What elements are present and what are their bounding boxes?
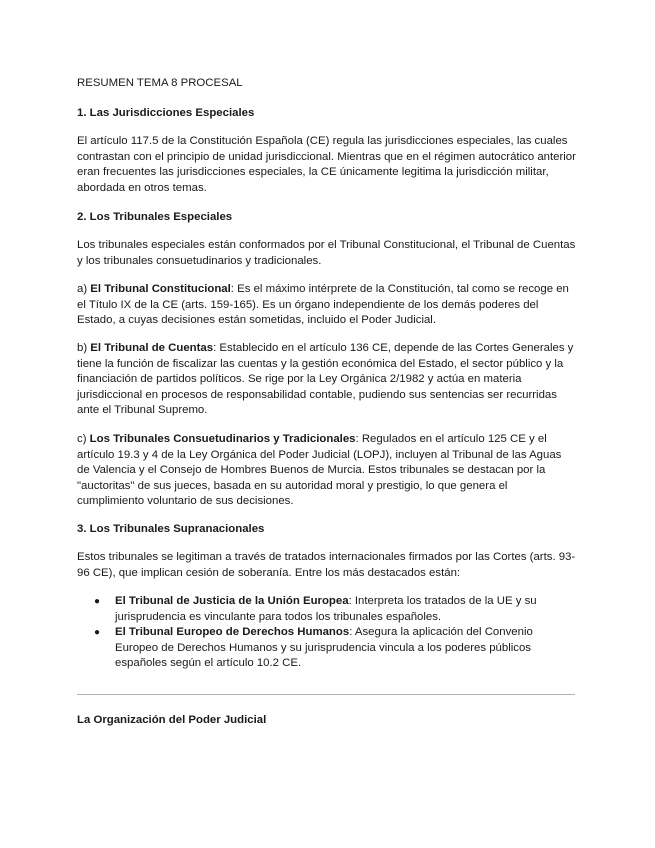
list-item-term: El Tribunal Europeo de Derechos Humanos [115, 626, 350, 639]
tribunal-cuentas-paragraph [77, 341, 577, 419]
section-1-heading: 1. Las Jurisdicciones Especiales [77, 107, 255, 119]
bullet-icon: ● [94, 627, 101, 639]
document-title: RESUMEN TEMA 8 PROCESAL [77, 77, 243, 89]
list-item [77, 625, 577, 672]
item-prefix: c) [77, 433, 90, 445]
section-4-heading: La Organización del Poder Judicial [77, 714, 267, 726]
section-1-body: El artículo 117.5 de la Constitución Española (CE) regula las jurisdicciones especiales, las cuales contrastan con el principio de unidad jurisdiccional. Mientras que en el régimen autocrático anterior eran frecuentes las jurisdicciones especiales, la CE únicamente legitima la jurisdicción militar, abordada en otros temas. [77, 135, 576, 194]
item-prefix: a) [77, 283, 91, 295]
list-item-text: : Interpreta los tratados de la UE y su jurisprudencia es vinculante para todos los tribunales españoles. [115, 595, 537, 623]
section-2-heading: 2. Los Tribunales Especiales [77, 211, 233, 223]
tribunal-cuentas-term: El Tribunal de Cuentas [90, 342, 214, 354]
tribunal-constitucional-term: El Tribunal Constitucional [90, 283, 231, 295]
list-item-text: : Asegura la aplicación del Convenio Europeo de Derechos Humanos y su jurisprudencia vincula a los poderes públicos españoles según el artículo 10.2 CE. [115, 626, 533, 670]
section-2-intro: Los tribunales especiales están conformados por el Tribunal Constitucional, el Tribunal de Cuentas y los tribunales consuetudinarios y tradicionales. [77, 239, 576, 267]
section-3-heading: 3. Los Tribunales Supranacionales [77, 523, 265, 535]
tribunal-constitucional-paragraph [77, 282, 577, 329]
section-3-intro: Estos tribunales se legitiman a través de tratados internacionales firmados por las Cortes (arts. 93-96 CE), que implican cesión de soberanía. Entre los más destacados están: [77, 551, 576, 579]
item-prefix: b) [77, 342, 91, 354]
tribunal-constitucional-text: : Es el máximo intérprete de la Constitución, tal como se recoge en el Título IX de la CE (arts. 159-165). Es un órgano independiente de los demás poderes del Estado, a cuyas decisiones están sometidas, incluido el Poder Judicial. [77, 283, 569, 327]
bullet-icon: ● [94, 596, 101, 607]
horizontal-divider [77, 694, 575, 695]
tribunales-consuetudinarios-term: Los Tribunales Consuetudinarios y Tradicionales [89, 433, 356, 445]
tribunales-consuetudinarios-paragraph [77, 432, 577, 510]
list-item [77, 594, 577, 625]
tribunal-cuentas-text: : Establecido en el artículo 136 CE, depende de las Cortes Generales y tiene la función de fiscalizar las cuentas y la gestión económica del Estado, el sector público y la financiación de partidos políticos. Se rige por la Ley Orgánica 2/1982 y actúa en materia jurisdiccional en procesos de responsabilidad contable, pudiendo sus sentencias ser recurridas ante el Tribunal Supremo. [77, 342, 574, 417]
list-item-term: El Tribunal de Justicia de la Unión Europea [115, 595, 349, 607]
supranational-tribunals-list [77, 594, 577, 672]
tribunales-consuetudinarios-text: : Regulados en el artículo 125 CE y el artículo 19.3 y 4 de la Ley Orgánica del Poder Judicial (LOPJ), incluyen al Tribunal de las Aguas de Valencia y el Consejo de Hombres Buenos de Murcia. Estos tribunales se destacan por la "auctoritas" de sus jueces, basada en su autoridad moral y prestigio, lo que genera el cumplimiento voluntario de sus decisiones. [77, 433, 562, 508]
